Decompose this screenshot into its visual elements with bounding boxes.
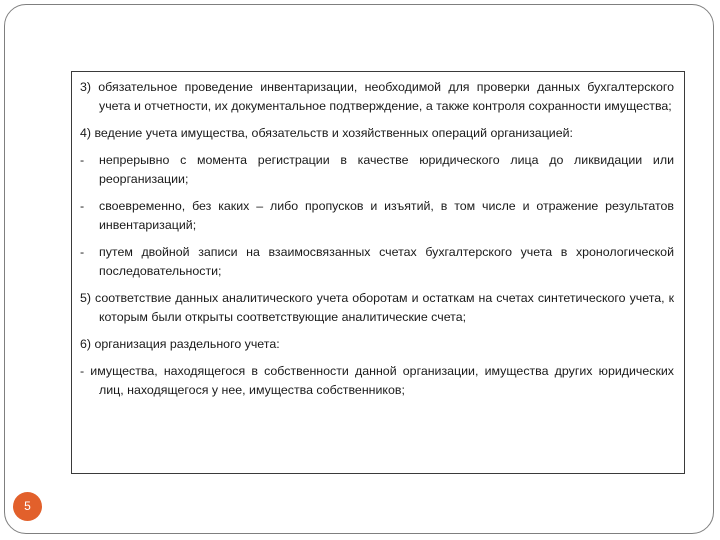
item-4-accounting: 4) ведение учета имущества, обязательств и хозяйственных операций организацией: xyxy=(80,126,573,140)
item-6-separate: 6) организация раздельного учета: xyxy=(80,337,280,351)
item-5-analytic: 5) соответствие данных аналитического учета оборотам и остаткам на счетах синтетического учета, к которым были открыты соответствующие аналитические счета; xyxy=(80,291,674,324)
bullet-timely xyxy=(80,197,674,235)
bullet-text: своевременно, без каких – либо пропусков и изъятий, в том числе и отражение результатов инвентаризаций; xyxy=(99,199,674,232)
bullet-double-entry xyxy=(80,243,674,281)
bullet-marker: - xyxy=(80,153,85,167)
bullet-marker: - xyxy=(80,199,85,213)
page-number-badge: 5 xyxy=(13,492,42,521)
bullet-text: непрерывно с момента регистрации в качестве юридического лица до ликвидации или реорганизации; xyxy=(99,153,674,186)
item-3-inventory: 3) обязательное проведение инвентаризации, необходимой для проверки данных бухгалтерского учета и отчетности, их документальное подтверждение, а также контроля сохранности имущества; xyxy=(80,80,674,113)
bullet-marker: - xyxy=(80,245,85,259)
bullet-continuous xyxy=(80,151,674,189)
item-property: - имущества, находящегося в собственности данной организации, имущества других юридических лиц, находящегося у нее, имущества собственников; xyxy=(80,364,674,397)
text-box xyxy=(71,71,685,474)
bullet-text: путем двойной записи на взаимосвязанных счетах бухгалтерского учета в хронологической последовательности; xyxy=(99,245,674,278)
